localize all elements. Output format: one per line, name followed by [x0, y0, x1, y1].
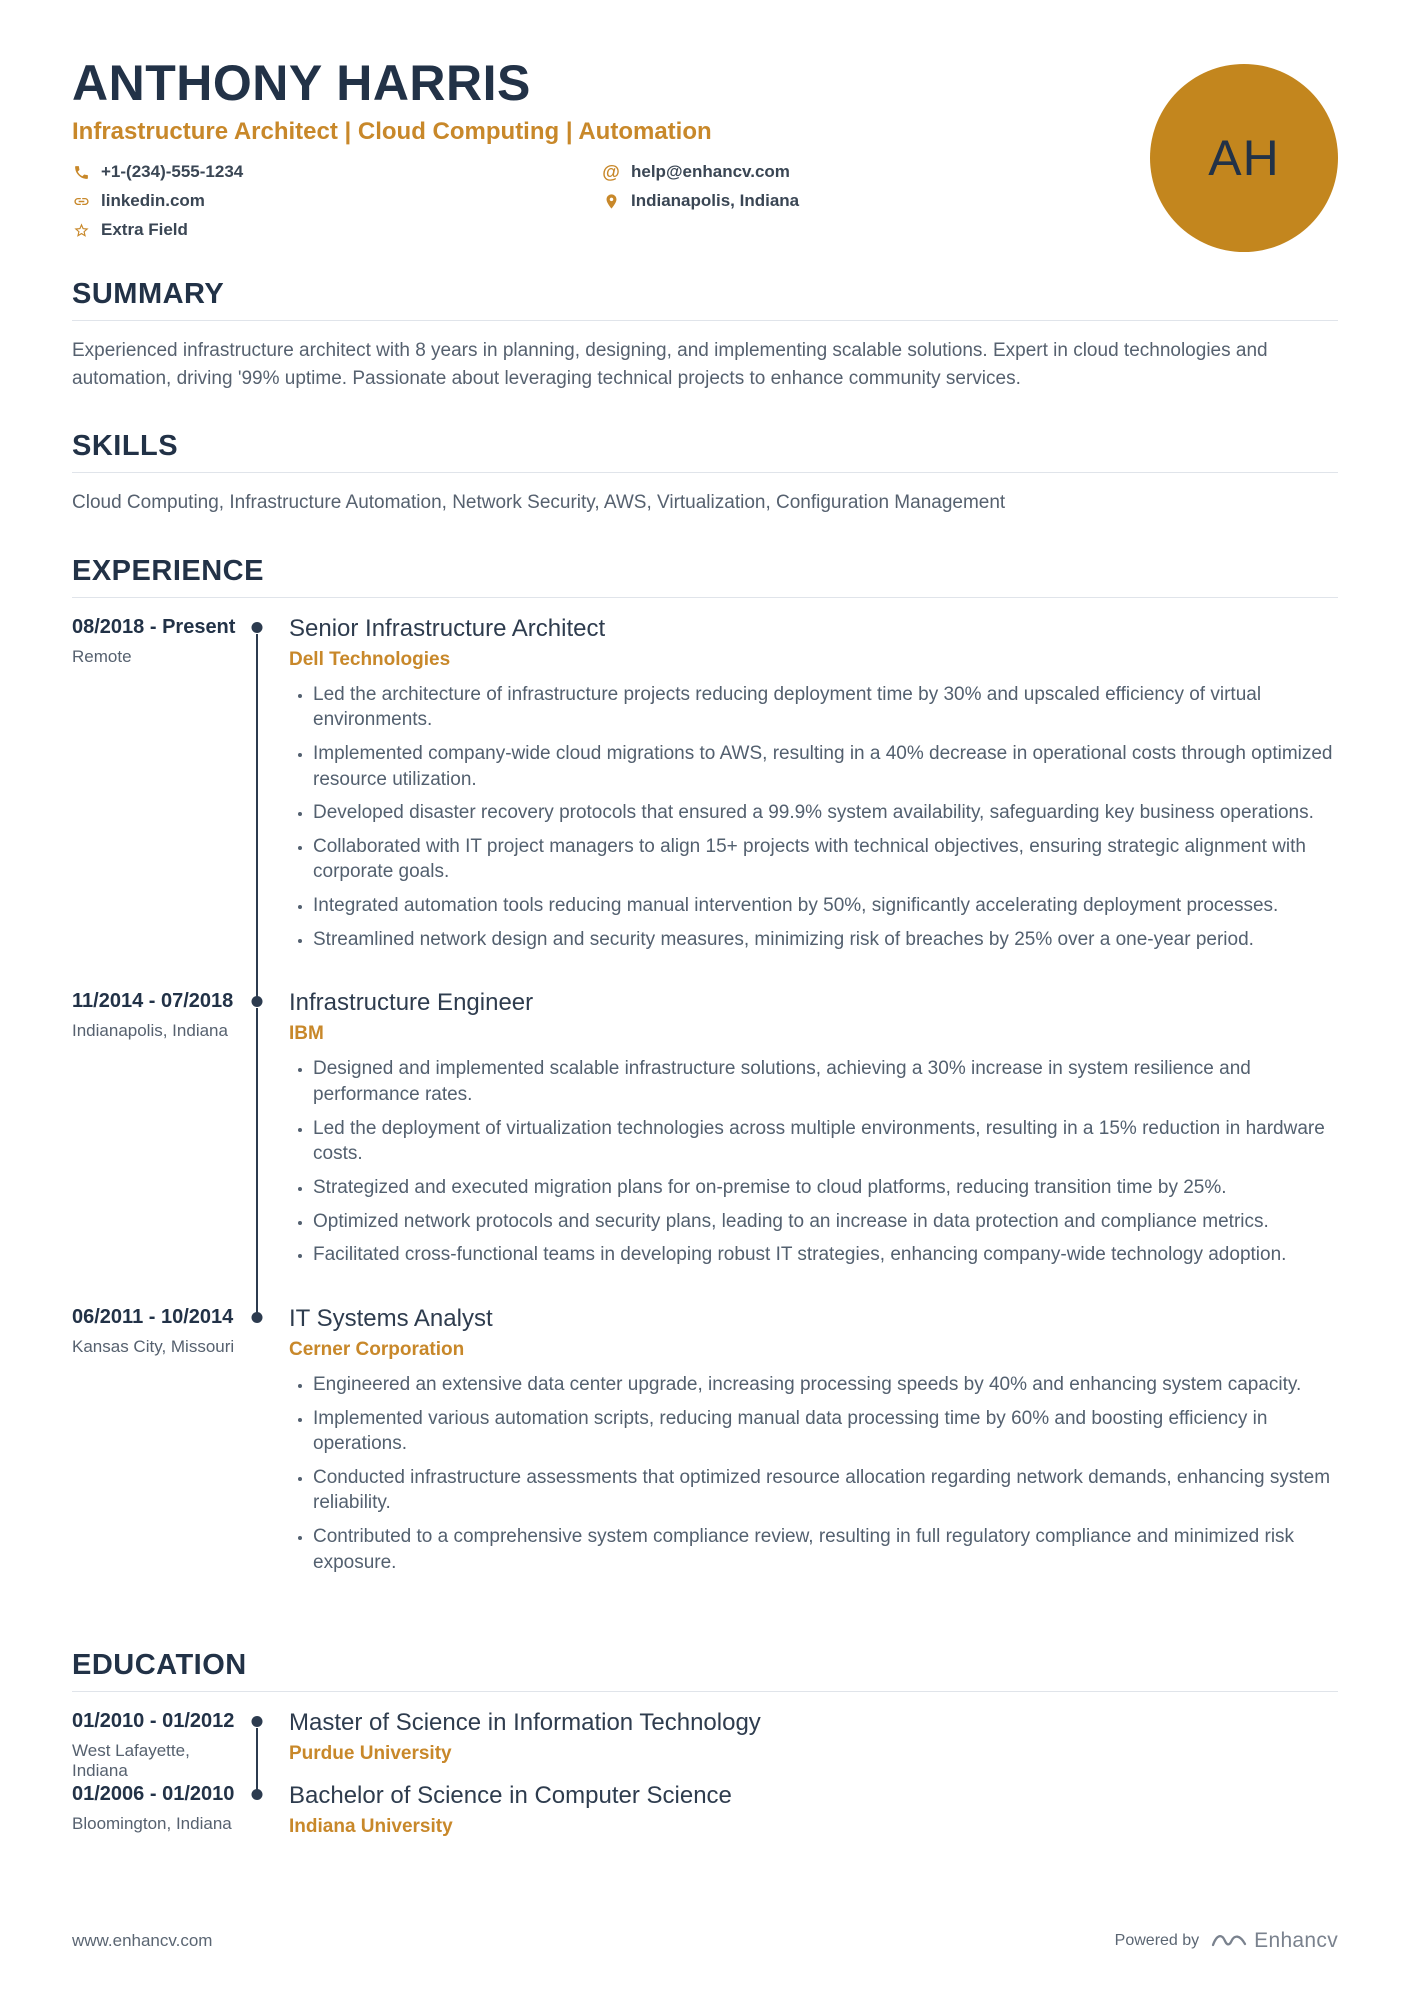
location-pin-icon	[602, 192, 620, 210]
experience-entry	[72, 1304, 1338, 1611]
experience-heading: EXPERIENCE	[72, 555, 1338, 598]
contact-phone	[72, 162, 602, 182]
job-bullet: • Led the architecture of infrastructure projects reducing deployment time by 30% and upscaled efficiency of virtual environments.	[313, 682, 1338, 733]
job-bullet: • Facilitated cross-functional teams in developing robust IT strategies, enhancing company-wide technology adoption.	[313, 1242, 1338, 1268]
experience-entry-meta	[72, 1304, 242, 1611]
job-bullet: • Developed disaster recovery protocols that ensured a 99.9% system availability, safeguarding key business operations.	[313, 800, 1338, 826]
timeline	[242, 988, 272, 1303]
job-bullet: • Collaborated with IT project managers to align 15+ projects with technical objectives, ensuring strategic alignment with corporate goals.	[313, 834, 1338, 885]
education-dates: 01/2010 - 01/2012	[72, 1710, 235, 1733]
job-dates: 06/2011 - 10/2014	[72, 1305, 234, 1328]
education-dates: 01/2006 - 01/2010	[72, 1783, 235, 1806]
contact-extra-field	[72, 220, 602, 240]
page-footer	[72, 1899, 1338, 1953]
job-dates: 11/2014 - 07/2018	[72, 990, 234, 1013]
job-company: IBM	[289, 1023, 324, 1045]
summary-heading: SUMMARY	[72, 278, 1338, 321]
education-heading: EDUCATION	[72, 1649, 1338, 1692]
timeline-dot	[252, 622, 263, 633]
summary-text: Experienced infrastructure architect with 8 years in planning, designing, and implementing scalable solutions. Expert in cloud technologies and automation, driving '99% uptime. Passionate about leveraging technical projects to enhance community services.	[72, 340, 1268, 389]
timeline	[242, 1304, 272, 1611]
timeline-dot	[252, 1716, 263, 1727]
timeline	[242, 614, 272, 989]
job-bullets	[289, 682, 1338, 953]
at-icon: @	[602, 161, 620, 182]
job-company: Cerner Corporation	[289, 1338, 465, 1360]
education-entry-meta	[72, 1708, 242, 1781]
job-bullets	[289, 1372, 1338, 1575]
candidate-headline: Infrastructure Architect | Cloud Computing | Automation	[72, 118, 712, 145]
job-title: IT Systems Analyst	[289, 1304, 493, 1332]
job-bullet: • Engineered an extensive data center upgrade, increasing processing speeds by 40% and enhancing system capacity.	[313, 1372, 1338, 1398]
experience-entry-meta	[72, 614, 242, 989]
education-location: Bloomington, Indiana	[72, 1814, 232, 1834]
star-icon	[72, 221, 90, 239]
timeline-dot	[252, 1789, 263, 1800]
powered-by-label: Powered by	[1114, 1932, 1200, 1949]
experience-section	[72, 555, 1338, 1612]
contact-extra-value: Extra Field	[101, 220, 188, 239]
job-company: Dell Technologies	[289, 648, 451, 670]
job-bullets	[289, 1056, 1338, 1267]
job-bullet: • Conducted infrastructure assessments that optimized resource allocation regarding network demands, enhancing system reliability.	[313, 1465, 1338, 1516]
timeline-dot	[252, 1312, 263, 1323]
skills-text: Cloud Computing, Infrastructure Automation, Network Security, AWS, Virtualization, Configuration Management	[72, 492, 1006, 514]
education-entry-content	[272, 1708, 1338, 1781]
contact-link-value: linkedin.com	[101, 191, 205, 210]
experience-entry	[72, 988, 1338, 1303]
job-bullet: • Integrated automation tools reducing manual intervention by 50%, significantly accelerating deployment processes.	[313, 893, 1338, 919]
timeline	[242, 1708, 272, 1781]
job-bullet: • Streamlined network design and security measures, minimizing risk of breaches by 25% over a one-year period.	[313, 927, 1338, 953]
experience-entry	[72, 614, 1338, 989]
contact-email	[602, 162, 1108, 182]
job-dates: 08/2018 - Present	[72, 615, 236, 638]
timeline-dot	[252, 996, 263, 1007]
skills-section	[72, 430, 1338, 517]
job-bullet: • Implemented company-wide cloud migrations to AWS, resulting in a 40% decrease in operational costs through optimized resource utilization.	[313, 741, 1338, 792]
avatar-initials: AH	[1208, 130, 1280, 186]
link-icon	[72, 192, 90, 210]
contact-phone-value: +1-(234)-555-1234	[101, 162, 244, 181]
job-bullet: • Led the deployment of virtualization technologies across multiple environments, resulting in a 15% reduction in hardware costs.	[313, 1116, 1338, 1167]
education-entry-content	[272, 1781, 1338, 1854]
candidate-name: ANTHONY HARRIS	[72, 55, 531, 111]
job-bullet: • Implemented various automation scripts, reducing manual data processing time by 60% and boosting efficiency in operations.	[313, 1406, 1338, 1457]
job-bullet: • Strategized and executed migration plans for on-premise to cloud platforms, reducing transition time by 25%.	[313, 1175, 1338, 1201]
job-location: Remote	[72, 646, 132, 666]
education-entry	[72, 1781, 1338, 1854]
job-location: Indianapolis, Indiana	[72, 1021, 228, 1041]
school-name: Purdue University	[289, 1743, 452, 1765]
education-location: West Lafayette, Indiana	[72, 1741, 190, 1781]
degree-title: Bachelor of Science in Computer Science	[289, 1782, 732, 1810]
skills-heading: SKILLS	[72, 430, 1338, 473]
job-title: Infrastructure Engineer	[289, 989, 534, 1017]
experience-entry-content	[272, 614, 1338, 989]
education-section	[72, 1649, 1338, 1854]
job-bullet: • Contributed to a comprehensive system compliance review, resulting in full regulatory compliance and minimized risk exposure.	[313, 1524, 1338, 1575]
education-entry-meta	[72, 1781, 242, 1854]
contact-link	[72, 191, 602, 211]
education-entry	[72, 1708, 1338, 1781]
enhancv-logo-icon	[1211, 1931, 1247, 1951]
degree-title: Master of Science in Information Technology	[289, 1709, 761, 1737]
contact-email-value: help@enhancv.com	[631, 162, 790, 181]
contact-location-value: Indianapolis, Indiana	[631, 191, 800, 210]
enhancv-brand	[1211, 1929, 1338, 1953]
footer-website: www.enhancv.com	[72, 1931, 213, 1950]
phone-icon	[72, 163, 90, 181]
avatar	[1150, 64, 1338, 252]
job-bullet: • Optimized network protocols and security plans, leading to an increase in data protection and compliance metrics.	[313, 1209, 1338, 1235]
timeline	[242, 1781, 272, 1854]
contact-location	[602, 191, 1108, 211]
brand-name: Enhancv	[1254, 1929, 1338, 1952]
job-location: Kansas City, Missouri	[72, 1336, 235, 1356]
job-title: Senior Infrastructure Architect	[289, 614, 606, 642]
experience-entry-content	[272, 1304, 1338, 1611]
school-name: Indiana University	[289, 1816, 453, 1838]
experience-entry-meta	[72, 988, 242, 1303]
resume-header	[72, 56, 1338, 240]
experience-entry-content	[272, 988, 1338, 1303]
footer-branding	[1115, 1929, 1338, 1953]
summary-section	[72, 278, 1338, 392]
contact-list	[72, 162, 1108, 240]
job-bullet: • Designed and implemented scalable infrastructure solutions, achieving a 30% increase in system resilience and performance rates.	[313, 1056, 1338, 1107]
